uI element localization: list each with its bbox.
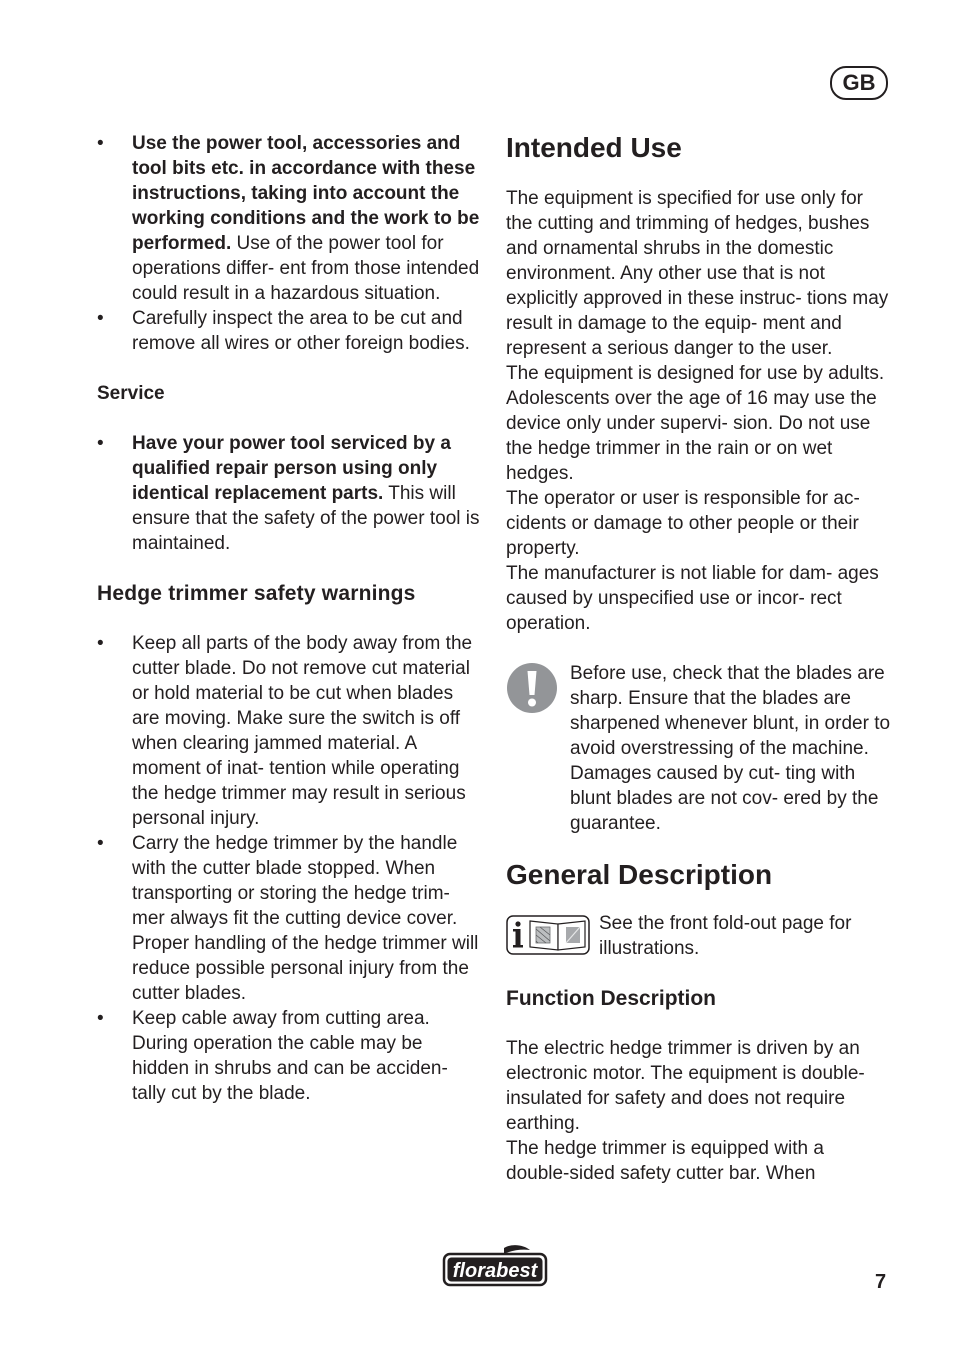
list-item bbox=[97, 831, 483, 1006]
list-item bbox=[97, 631, 483, 831]
bullet-bold-text: Have your power tool serviced by a qualified repair person using only identical replacement parts. bbox=[132, 433, 451, 504]
bullet-icon: • bbox=[97, 833, 104, 854]
list-item bbox=[97, 431, 483, 556]
bullet-text: Carry the hedge trimmer by the handle with the cutter blade stopped. When transporting or storing the hedge trim- mer always fit the cutting device cover. Proper handling of the hedge trimmer will reduce possible personal injury from the cutter blades. bbox=[132, 833, 479, 1004]
brand-text: florabest bbox=[452, 1260, 538, 1282]
general-description-heading: General Description bbox=[506, 859, 773, 890]
service-heading: Service bbox=[97, 383, 165, 404]
notice-text: Before use, check that the blades are sharp. Ensure that the blades are sharpened whenever blunt, in order to avoid overstressing of the machine. Damages caused by cut- ting with blunt blades are not cov- ered by the guarantee. bbox=[570, 663, 891, 834]
list-item bbox=[97, 131, 483, 306]
list-item bbox=[97, 1006, 483, 1106]
bullet-text: This will ensure that the safety of the power tool is maintained. bbox=[132, 483, 480, 554]
right-column bbox=[506, 131, 892, 1186]
intended-use-heading: Intended Use bbox=[506, 132, 682, 163]
paragraph: The equipment is specified for use only for the cutting and trimming of hedges, bushes and ornamental shrubs in the domestic environment. Any other use that is not explicitly approved in these instruc- tions may result in damage to the equip- ment and represent a serious danger to the user. bbox=[506, 188, 889, 359]
paragraph: The hedge trimmer is equipped with a double-sided safety cutter bar. When bbox=[506, 1138, 824, 1184]
bullet-text: Keep all parts of the body away from the cutter blade. Do not remove cut material or hold material to be cut when blades are moving. Make sure the switch is off when clearing jammed material. A moment of inat- tention while operating the hedge trimmer may result in serious personal injury. bbox=[132, 633, 473, 829]
bullet-icon: • bbox=[97, 633, 104, 654]
bullet-text: Carefully inspect the area to be cut and remove all wires or other foreign bodies. bbox=[132, 308, 470, 354]
paragraph: The equipment is designed for use by adults. Adolescents over the age of 16 may use the device only under supervi- sion. Do not use the hedge trimmer in the rain or on wet hedges. bbox=[506, 363, 885, 484]
bullet-text: Use of the power tool for operations differ- ent from those intended could result in a hazardous situation. bbox=[132, 233, 480, 304]
info-text: See the front fold-out page for illustrations. bbox=[599, 913, 852, 959]
info-box bbox=[506, 911, 892, 961]
language-badge: GB bbox=[830, 66, 888, 100]
bullet-text: Keep cable away from cutting area. During operation the cable may be hidden in shrubs and can be acciden- tally cut by the blade. bbox=[132, 1008, 448, 1104]
paragraph: The manufacturer is not liable for dam- ages caused by unspecified use or incor- rect operation. bbox=[506, 563, 879, 634]
bullet-bold-text: Use the power tool, accessories and tool bits etc. in accordance with these instructions, taking into account the working conditions and the work to be performed. bbox=[132, 133, 480, 254]
function-description-heading: Function Description bbox=[506, 987, 716, 1010]
bullet-icon: • bbox=[97, 133, 104, 154]
paragraph: The operator or user is responsible for ac- cidents or damage to other people or their property. bbox=[506, 488, 860, 559]
bullet-icon: • bbox=[97, 433, 104, 454]
florabest-logo bbox=[442, 1244, 548, 1293]
exclamation-icon bbox=[506, 662, 558, 721]
hedge-safety-heading: Hedge trimmer safety warnings bbox=[97, 582, 416, 605]
left-column bbox=[97, 131, 483, 1106]
bullet-icon: • bbox=[97, 1008, 104, 1029]
list-item bbox=[97, 306, 483, 356]
info-book-icon bbox=[506, 915, 590, 962]
notice-box bbox=[506, 661, 892, 836]
page-number: 7 bbox=[875, 1271, 887, 1293]
paragraph: The electric hedge trimmer is driven by an electronic motor. The equipment is double-insulated for safety and does not require earthing. bbox=[506, 1038, 865, 1134]
bullet-icon: • bbox=[97, 308, 104, 329]
